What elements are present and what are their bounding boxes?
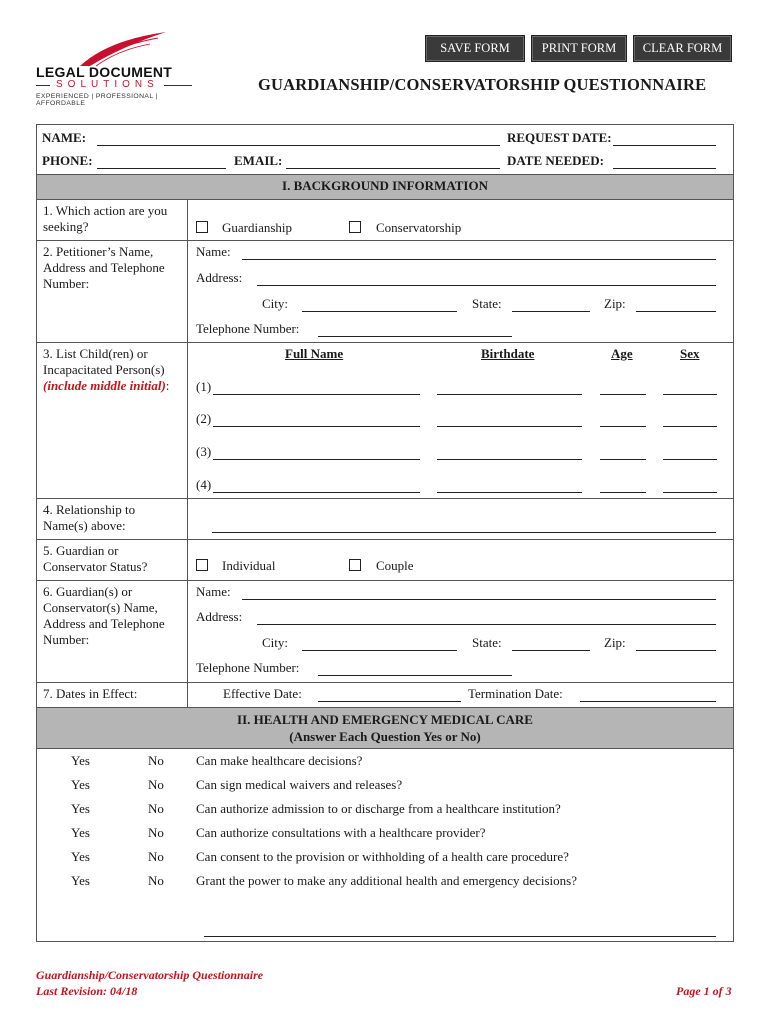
- logo-line1: LEGAL DOCUMENT: [36, 64, 173, 80]
- divider: [36, 240, 734, 241]
- person-1-name-field[interactable]: [213, 394, 420, 395]
- q3-label-main: 3. List Child(ren) or Incapacitated Person(s): [43, 346, 165, 377]
- effective-date-field[interactable]: [318, 701, 461, 702]
- footer-page-number: Page 1 of 3: [676, 984, 732, 998]
- termination-date-label: Termination Date:: [468, 686, 563, 701]
- health-question-1: Can make healthcare decisions?: [196, 753, 363, 768]
- person-1-birthdate-field[interactable]: [437, 394, 582, 395]
- form-title: GUARDIANSHIP/CONSERVATORSHIP QUESTIONNAIRE: [258, 75, 707, 94]
- petitioner-city-field[interactable]: [302, 311, 457, 312]
- section1-title: I. BACKGROUND INFORMATION: [282, 178, 488, 193]
- col-full-name: Full Name: [285, 346, 344, 361]
- q-no-5[interactable]: No: [148, 849, 164, 864]
- q3-label: [43, 346, 183, 394]
- logo-line2: SOLUTIONS: [56, 79, 159, 90]
- request-date-field[interactable]: [613, 145, 716, 146]
- divider: [36, 748, 734, 749]
- save-form-button[interactable]: SAVE FORM: [425, 35, 525, 62]
- person-2-birthdate-field[interactable]: [437, 426, 582, 427]
- q4-label: 4. Relationship to Name(s) above:: [43, 502, 136, 533]
- q-no-3[interactable]: No: [148, 801, 164, 816]
- person-1-sex-field[interactable]: [663, 394, 717, 395]
- date-needed-field[interactable]: [613, 168, 716, 169]
- petitioner-address-field[interactable]: [257, 285, 716, 286]
- q6-label: 6. Guardian(s) or Conservator(s) Name, Address and Telephone Number:: [43, 584, 165, 647]
- section2-title: II. HEALTH AND EMERGENCY MEDICAL CARE: [237, 712, 533, 727]
- guardian-zip-field[interactable]: [636, 650, 716, 651]
- divider: [36, 539, 734, 540]
- q-no-2[interactable]: No: [148, 777, 164, 792]
- guardianship-checkbox[interactable]: [196, 221, 208, 233]
- name-label: NAME:: [42, 130, 87, 145]
- q-no-1[interactable]: No: [148, 753, 164, 768]
- col-sex: Sex: [680, 346, 700, 361]
- individual-option: Individual: [222, 558, 276, 573]
- termination-date-field[interactable]: [580, 701, 716, 702]
- section1-band: [37, 175, 733, 199]
- q-yes-3[interactable]: Yes: [71, 801, 90, 816]
- q-no-4[interactable]: No: [148, 825, 164, 840]
- guardian-address-label: Address:: [196, 609, 243, 624]
- col-age: Age: [611, 346, 633, 361]
- health-question-2: Can sign medical waivers and releases?: [196, 777, 403, 792]
- person-3-name-field[interactable]: [213, 459, 420, 460]
- swoosh-icon: [78, 30, 168, 68]
- guardian-telephone-field[interactable]: [318, 675, 512, 676]
- person-1-age-field[interactable]: [600, 394, 646, 395]
- request-date-label: REQUEST DATE:: [507, 130, 612, 145]
- conservatorship-option: Conservatorship: [376, 220, 462, 235]
- guardian-city-label: City:: [262, 635, 289, 650]
- person-4-birthdate-field[interactable]: [437, 492, 582, 493]
- name-field[interactable]: [97, 145, 500, 146]
- health-question-3: Can authorize admission to or discharge from a healthcare institution?: [196, 801, 561, 816]
- guardian-telephone-label: Telephone Number:: [196, 660, 300, 675]
- health-question-6: Grant the power to make any additional health and emergency decisions?: [196, 873, 577, 888]
- guardian-address-field[interactable]: [257, 624, 716, 625]
- relationship-field[interactable]: [212, 532, 716, 533]
- person-row-4-number: (4): [196, 477, 212, 492]
- person-4-sex-field[interactable]: [663, 492, 717, 493]
- q-yes-2[interactable]: Yes: [71, 777, 90, 792]
- email-field[interactable]: [286, 168, 500, 169]
- petitioner-address-label: Address:: [196, 270, 243, 285]
- q1-label: 1. Which action are you seeking?: [43, 203, 168, 234]
- email-label: EMAIL:: [234, 153, 283, 168]
- person-4-name-field[interactable]: [213, 492, 420, 493]
- person-4-age-field[interactable]: [600, 492, 646, 493]
- q2-label: 2. Petitioner’s Name, Address and Telephone Number:: [43, 244, 165, 291]
- divider: [36, 580, 734, 581]
- health-question-5: Can consent to the provision or withholding of a health care procedure?: [196, 849, 569, 864]
- q3-label-note: (include middle initial): [43, 378, 166, 393]
- petitioner-state-field[interactable]: [512, 311, 590, 312]
- guardianship-option: Guardianship: [222, 220, 293, 235]
- print-form-button[interactable]: PRINT FORM: [531, 35, 627, 62]
- divider: [36, 342, 734, 343]
- person-2-sex-field[interactable]: [663, 426, 717, 427]
- section2-band: [37, 708, 733, 748]
- divider: [36, 682, 734, 683]
- person-3-age-field[interactable]: [600, 459, 646, 460]
- petitioner-city-label: City:: [262, 296, 289, 311]
- company-logo: [36, 30, 198, 105]
- petitioner-telephone-label: Telephone Number:: [196, 321, 300, 336]
- petitioner-zip-label: Zip:: [604, 296, 626, 311]
- person-2-name-field[interactable]: [213, 426, 420, 427]
- q-yes-6[interactable]: Yes: [71, 873, 90, 888]
- person-3-sex-field[interactable]: [663, 459, 717, 460]
- q5-label: 5. Guardian or Conservator Status?: [43, 543, 148, 574]
- footer-form-name: Guardianship/Conservatorship Questionnaire: [36, 968, 264, 982]
- petitioner-name-field[interactable]: [242, 259, 716, 260]
- person-row-3-number: (3): [196, 444, 212, 459]
- q3-label-end: :: [165, 378, 170, 393]
- q-yes-5[interactable]: Yes: [71, 849, 90, 864]
- logo-tagline: EXPERIENCED | PROFESSIONAL | AFFORDABLE: [36, 93, 158, 107]
- guardian-state-field[interactable]: [512, 650, 590, 651]
- section2-subtitle: (Answer Each Question Yes or No): [289, 729, 481, 744]
- col-birthdate: Birthdate: [481, 346, 535, 361]
- clear-form-button[interactable]: CLEAR FORM: [633, 35, 732, 62]
- guardian-city-field[interactable]: [302, 650, 457, 651]
- logo-rule-left: [36, 85, 50, 86]
- additional-decisions-field[interactable]: [204, 936, 716, 937]
- person-3-birthdate-field[interactable]: [437, 459, 582, 460]
- person-row-2-number: (2): [196, 411, 212, 426]
- person-row-1-number: (1): [196, 379, 212, 394]
- petitioner-zip-field[interactable]: [636, 311, 716, 312]
- date-needed-label: DATE NEEDED:: [507, 153, 604, 168]
- health-question-4: Can authorize consultations with a healthcare provider?: [196, 825, 486, 840]
- q-no-6[interactable]: No: [148, 873, 164, 888]
- guardian-state-label: State:: [472, 635, 502, 650]
- guardian-name-field[interactable]: [242, 599, 716, 600]
- couple-checkbox[interactable]: [349, 559, 361, 571]
- guardian-name-label: Name:: [196, 584, 231, 599]
- petitioner-state-label: State:: [472, 296, 502, 311]
- petitioner-telephone-field[interactable]: [318, 336, 512, 337]
- person-2-age-field[interactable]: [600, 426, 646, 427]
- divider: [36, 199, 734, 200]
- phone-field[interactable]: [97, 168, 226, 169]
- effective-date-label: Effective Date:: [223, 686, 302, 701]
- divider: [36, 498, 734, 499]
- petitioner-name-label: Name:: [196, 244, 231, 259]
- individual-checkbox[interactable]: [196, 559, 208, 571]
- logo-rule-right: [164, 85, 192, 86]
- q-yes-4[interactable]: Yes: [71, 825, 90, 840]
- couple-option: Couple: [376, 558, 414, 573]
- q-yes-1[interactable]: Yes: [71, 753, 90, 768]
- column-divider: [187, 199, 188, 707]
- q7-label: 7. Dates in Effect:: [43, 686, 138, 701]
- guardian-zip-label: Zip:: [604, 635, 626, 650]
- conservatorship-checkbox[interactable]: [349, 221, 361, 233]
- footer-revision: Last Revision: 04/18: [36, 984, 138, 998]
- phone-label: PHONE:: [42, 153, 93, 168]
